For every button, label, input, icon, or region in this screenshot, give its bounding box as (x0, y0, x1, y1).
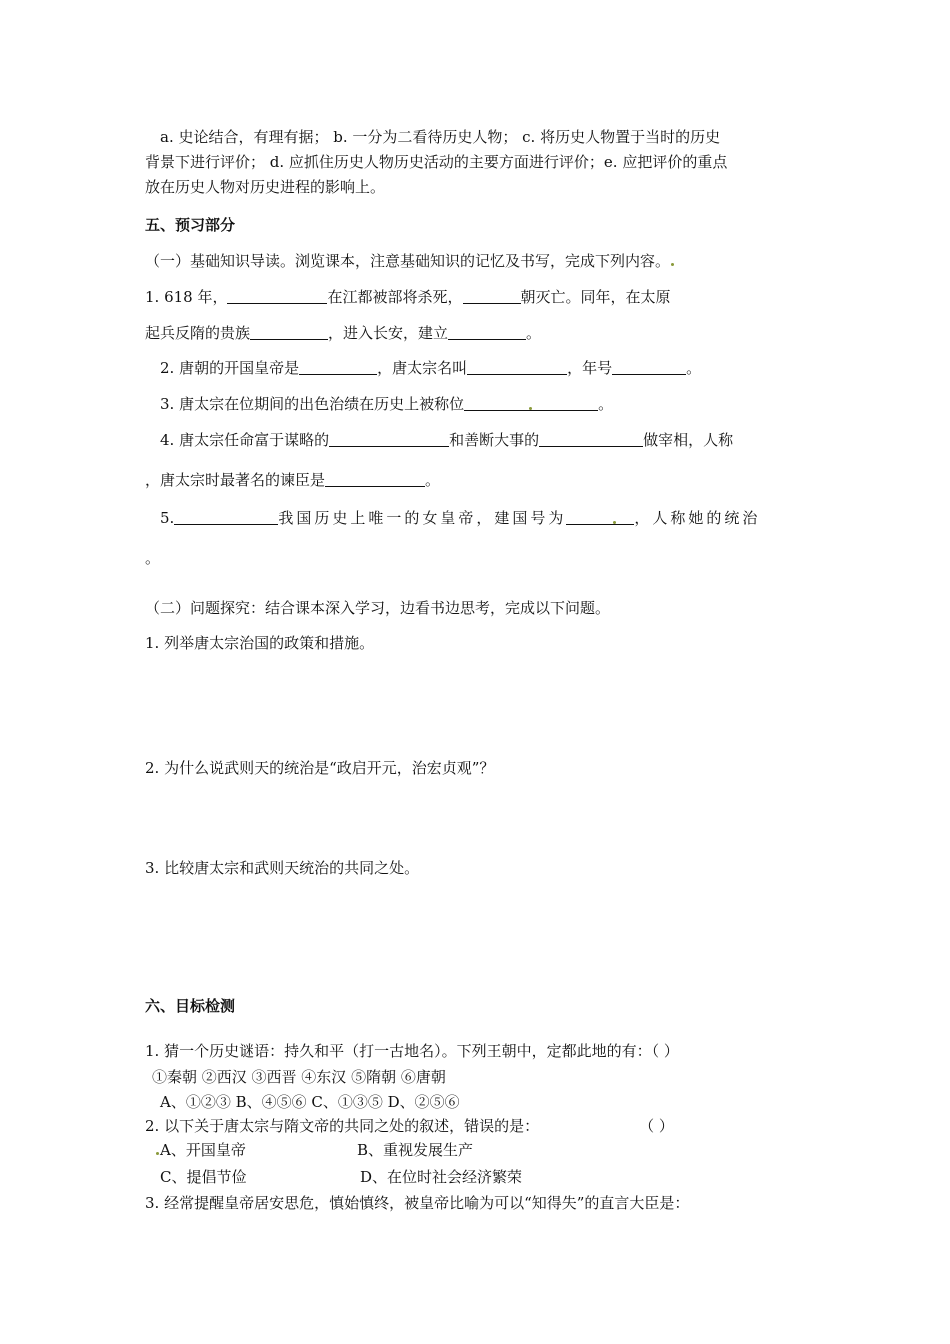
criteria-line-1: a. 史论结合，有理有据； b. 一分为二看待历史人物； c. 将历史人物置于当时的历史 (160, 128, 721, 146)
question-5-line-1: 5. 我国历史上唯一的女皇帝，建国号为 ，人称她的统治 (160, 509, 761, 527)
question-5-line-2: 。 (145, 549, 161, 567)
section-6-heading: 六、目标检测 (145, 997, 236, 1015)
criteria-line-2: 背景下进行评价； d. 应抓住历史人物历史活动的主要方面进行评价；e. 应把评价的重点 (145, 153, 728, 171)
test-question-1-choices: A、①②③ B、④⑤⑥ C、①③⑤ D、②⑤⑥ (160, 1093, 460, 1111)
inquiry-question-1: 1. 列举唐太宗治国的政策和措施。 (145, 634, 375, 652)
part-1-intro: （一）基础知识导读。浏览课本，注意基础知识的记忆及书写，完成下列内容。 (145, 250, 675, 272)
part-2-intro: （二）问题探究：结合课本深入学习，边看书边思考，完成以下问题。 (145, 599, 611, 617)
test-question-2-options-row-1: A、开国皇帝 B、重视发展生产 (160, 1139, 473, 1161)
test-question-2-options-row-2: C、提倡节俭 D、在位时社会经济繁荣 (160, 1168, 523, 1186)
question-2: 2. 唐朝的开国皇帝是 ，唐太宗名叫 ，年号 。 (160, 359, 702, 377)
criteria-line-3: 放在历史人物对历史进程的影响上。 (145, 178, 386, 196)
inquiry-question-2: 2. 为什么说武则天的统治是“政启开元，治宏贞观”？ (145, 759, 495, 777)
question-4-line-2: ，唐太宗时最著名的谏臣是 。 (145, 471, 441, 489)
question-1-line-2: 起兵反隋的贵族 ，进入长安，建立 。 (145, 324, 542, 342)
question-3: 3. 唐太宗在位期间的出色治绩在历史上被称位 。 (160, 395, 614, 413)
test-question-1: 1. 猜一个历史谜语：持久和平（打一古地名）。下列王朝中，定都此地的有：（ ） (145, 1042, 679, 1060)
section-5-heading: 五、预习部分 (145, 216, 236, 234)
question-4-line-1: 4. 唐太宗任命富于谋略的 和善断大事的 做宰相，人称 (160, 431, 734, 449)
test-question-3: 3. 经常提醒皇帝居安思危，慎始慎终，被皇帝比喻为可以“知得失”的直言大臣是： (145, 1194, 690, 1212)
test-question-2: 2. 以下关于唐太宗与隋文帝的共同之处的叙述，错误的是： （ ） (145, 1117, 674, 1135)
question-1-line-1: 1. 618 年， 在江都被部将杀死， 朝灭亡。同年，在太原 (145, 288, 671, 306)
inquiry-question-3: 3. 比较唐太宗和武则天统治的共同之处。 (145, 859, 420, 877)
test-question-1-items: ①秦朝 ②西汉 ③西晋 ④东汉 ⑤隋朝 ⑥唐朝 (152, 1068, 446, 1086)
